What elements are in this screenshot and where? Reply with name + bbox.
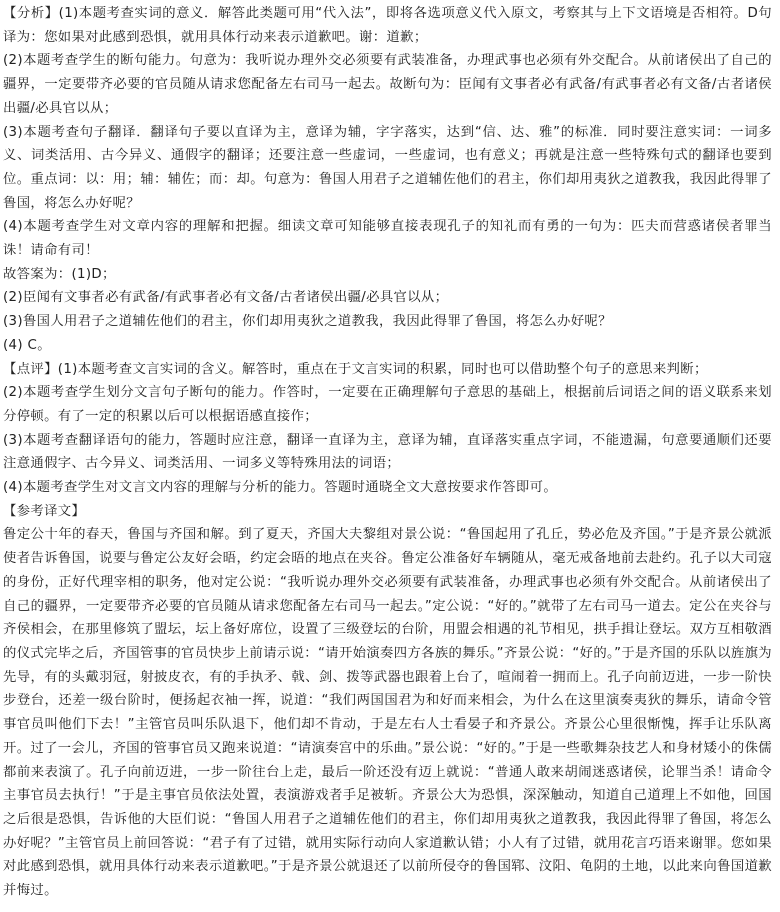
translation-body: 鲁定公十年的春天，鲁国与齐国和解。到了夏天，齐国大夫黎组对景公说：“鲁国起用了孔丘，势必危及齐国。”于是齐景公就派使者告诉鲁国，说要与鲁定公友好会晤，约定会晤的地点在夹谷。鲁定公准备好车辆随从，毫无戒备地前去赴约。孔子以大司寇的身份，正好代理宰相的职务，他对定公说：“我听说办理外交必须要有武装准备，办理武事也必须有外交配合。从前诸侯出了自己的疆界，一定要带齐必要的官员随从请求您配备左右司马一起去。”定公说：“好的。”就带了左右司马一道去。定公在夹谷与齐侯相会，在那里修筑了盟坛，坛上备好席位，设置了三级登坛的台阶，用盟会相遇的礼节相见，拱手揖让登坛。双方互相敬酒的仪式完毕之后，齐国管事的官员快步上前请示说：“请开始演奏四方各族的舞乐。”齐景公说：“好的。”于是齐国的乐队以旌旗为先导，有的头戴羽冠，射披皮衣，有的手执矛、戟、剑、拨等武器也跟着上台了，喧闹着一拥而上。孔子向前迈进，一步一阶快步登台，还差一级台阶时，便扬起衣袖一挥，说道：“我们两国国君为和好而来相会，为什么在这里演奏夷狄的舞乐，请命令管事官员叫他们下去！”主管官员叫乐队退下，他们却不肯动，于是左右人士看晏子和齐景公。齐景公心里很惭愧，挥手让乐队离开。过了一会儿，齐国的管事官员又跑来说道：“请演奏宫中的乐曲。”景公说：“好的。”于是一些歌舞杂技艺人和身材矮小的侏儒都前来表演了。孔子向前迈进，一步一阶往台上走，最后一阶还没有迈上就说：“普通人敢来胡闹迷惑诸侯，论罪当杀！请命令主事官员去执行！”于是主事官员依法处置，表演游戏者手足被斩。齐景公大为恐惧，深深触动，知道自己道理上不如他，回国之后很是恐惧，告诉他的大臣们说：“鲁国人用君子之道辅佐他们的君主，你们却用夷狄之道教我，我因此得罪了鲁国，将怎么办好呢？”主管官员上前回答说：“君子有了过错，就用实际行动向人家道歉认错；小人有了过错，就用花言巧语来谢罪。您如果对此感到恐惧，就用具体行动来表示道歉吧。”于是齐景公就退还了以前所侵夺的鲁国郓、汶阳、龟阴的土地，以此来向鲁国道歉并悔过。: [3, 527, 772, 899]
analysis-point-1: 【分析】(1)本题考查实词的意义．解答此类题可用“代入法”，即将各选项意义代入原文，考察其与上下文语境是否相符。D句译为：您如果对此感到恐惧，就用具体行动来表示道歉吧。谢：道歉；: [3, 6, 772, 45]
analysis-point-3: (3)本题考查句子翻译．翻译句子要以直译为主，意译为辅，字字落实，达到“信、达、雅”的标准．同时要注意实词：一词多义、词类活用、古今异义、通假字的翻译；还要注意一些虚词，一些虚词，也有意义；再就是注意一些特殊句式的翻译也要到位。重点词：以：用；辅：辅佐；而：却。句意为：鲁国人用君子之道辅佐他们的君主，你们却用夷狄之道教我，我因此得罪了鲁国，将怎么办好呢？: [3, 124, 772, 211]
comment-point-3: (3)本题考查翻译语句的能力，答题时应注意，翻译一直译为主，意译为辅，直译落实重点字词，不能遗漏，句意要通顺们还要注意通假字、古今异义、词类活用、一词多义等特殊用法的词语；: [3, 432, 772, 472]
comment-point-4: (4)本题考查学生对文言文内容的理解与分析的能力。答题时通晓全文大意按要求作答即可。: [3, 480, 558, 496]
comment-point-1: 【点评】(1)本题考查文言实词的含义。解答时，重点在于文言实词的积累，同时也可以借助整个句子的意思来判断；: [3, 361, 708, 377]
answer-line-2: (2)臣闻有文事者必有武备/有武事者必有文备/古者诸侯出疆/必具官以从；: [3, 290, 449, 306]
answer-line-3: (3)鲁国人用君子之道辅佐他们的君主，你们却用夷狄之道教我，我因此得罪了鲁国，将怎么办好呢？: [3, 314, 612, 330]
translation-heading: 【参考译文】: [3, 503, 86, 519]
analysis-point-2: (2)本题考查学生的断句能力。句意为：我听说办理外交必须要有武装准备，办理武事也必须有外交配合。从前诸侯出了自己的疆界，一定要带齐必要的官员随从请求您配备左右司马一起去。故断句为：臣闻有文事者必有武备/有武事者必有文备/古者诸侯出疆/必具官以从；: [3, 53, 772, 116]
analysis-point-4: (4)本题考查学生对文章内容的理解和把握。细读文章可知能够直接表现孔子的知礼而有勇的一句为：匹夫而营惑诸侯者罪当诛！请命有司！: [3, 219, 772, 259]
answer-line-4: (4) C。: [3, 337, 51, 353]
answer-line-1: 故答案为：(1)D；: [3, 266, 116, 282]
comment-point-2: (2)本题考查学生划分文言句子断句的能力。作答时，一定要在正确理解句子意思的基础上，根据前后词语之间的语义联系来划分停顿。有了一定的积累以后可以根据语感直接作；: [3, 385, 772, 424]
